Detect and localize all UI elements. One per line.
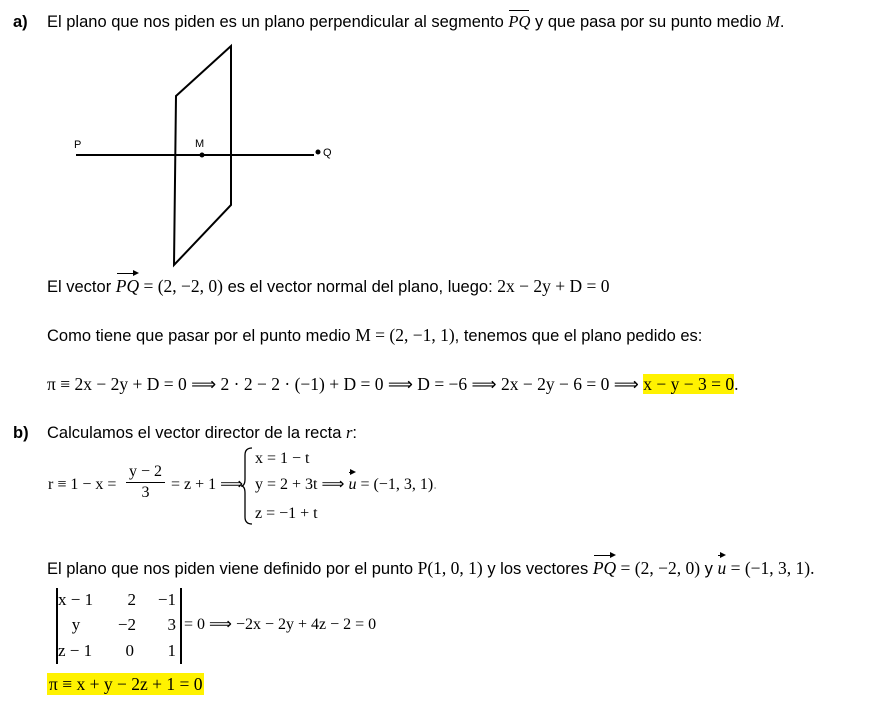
intro-b-text: Calculamos el vector director de la recta — [47, 424, 346, 442]
plane-definition-line — [47, 558, 815, 579]
fraction — [126, 462, 165, 503]
label-m: M — [195, 138, 205, 150]
intro-text-1: El plano que nos piden es un plano perpendicular al segmento — [47, 13, 509, 31]
point-q-dot — [316, 150, 321, 155]
answer-b-highlight: π ≡ x + y − 2z + 1 = 0 — [49, 674, 203, 694]
intro-text-2: y que pasa por su punto medio — [530, 13, 767, 31]
plane-vector-pq: PQ — [592, 558, 617, 578]
segment-pq: PQ — [508, 12, 531, 31]
det-cell-r2c1: y — [71, 615, 81, 634]
label-q: Q — [323, 147, 332, 159]
line1-text-c: es el vector normal del plano, luego: — [223, 278, 498, 296]
vector-u: u — [348, 476, 357, 493]
point-p: P(1, 0, 1) — [417, 558, 483, 578]
plane-general-eq: 2x − 2y + D = 0 — [497, 276, 610, 296]
eq-left: r ≡ 1 − x = — [48, 476, 117, 493]
midpoint-dot — [200, 153, 205, 158]
part-a-intro — [47, 12, 785, 32]
plane-vector-u-value: = (−1, 3, 1). — [726, 558, 815, 578]
det-cell-r2c2: −2 — [117, 615, 136, 634]
det-cell-r1c3: −1 — [157, 590, 176, 609]
det-cell-r2c3: 3 — [167, 615, 176, 634]
det-cell-r1c2: 2 — [127, 590, 136, 609]
system-eq-z: z = −1 + t — [255, 505, 318, 522]
label-p: P — [74, 139, 82, 151]
derivation-steps: π ≡ 2x − 2y + D = 0 ⟹ 2 · 2 − 2 · (−1) + D = 0 ⟹ D = −6 ⟹ 2x − 2y − 6 = 0 ⟹ — [47, 374, 644, 394]
plane-text-y: y — [700, 560, 718, 578]
det-cell-r1c1: x − 1 — [58, 590, 94, 609]
answer-a-highlight: x − y − 3 = 0 — [643, 374, 735, 394]
recta-r: r — [345, 423, 353, 442]
plane-text-a: El plano que nos piden viene definido por el punto — [47, 560, 418, 578]
vector-pq: PQ — [115, 276, 140, 296]
fraction-denominator: 3 — [141, 484, 150, 501]
system-eq-y — [255, 475, 437, 495]
line2-text-c: , tenemos que el plano pedido es: — [454, 327, 703, 345]
vector-u-value: = (−1, 3, 1) — [356, 476, 434, 493]
system-eq-y-text: y = 2 + 3t ⟹ — [255, 476, 349, 493]
system-eq-x: x = 1 − t — [255, 450, 310, 467]
plane-text-b: y los vectores — [482, 560, 593, 578]
det-cell-r3c1: z − 1 — [58, 641, 93, 660]
midpoint-line — [47, 325, 702, 346]
fraction-numerator: y − 2 — [126, 462, 165, 483]
plane-vector-u: u — [717, 558, 727, 578]
intro-text-3: . — [779, 13, 785, 31]
midpoint-m: M — [766, 12, 780, 31]
part-b-intro — [47, 423, 357, 443]
part-a-label: a) — [13, 13, 28, 31]
line-continuous-eq — [48, 475, 116, 495]
line1-text-a: El vector — [47, 278, 116, 296]
derivation-end: . — [734, 374, 739, 394]
vector-u-dot: . — [433, 476, 438, 493]
det-bar-right — [180, 588, 182, 664]
normal-vector-line — [47, 276, 610, 297]
part-b-label: b) — [13, 424, 29, 442]
line2-text-a: Como tiene que pasar por el punto medio — [47, 327, 356, 345]
det-cell-r3c3: 1 — [167, 641, 176, 660]
det-cell-r3c2: 0 — [125, 641, 134, 660]
midpoint-coords: M = (2, −1, 1) — [355, 325, 455, 345]
intro-b-end: : — [352, 424, 357, 442]
plane-figure — [60, 40, 360, 270]
final-answer-b — [47, 674, 204, 694]
plane-derivation — [47, 374, 738, 394]
vector-pq-value: = (2, −2, 0) — [139, 276, 224, 296]
eq-mid: = z + 1 ⟹ — [171, 476, 244, 493]
plane-vector-pq-value: = (2, −2, 0) — [616, 558, 701, 578]
system-brace — [240, 446, 254, 526]
det-result: = 0 ⟹ −2x − 2y + 4z − 2 = 0 — [184, 616, 377, 633]
